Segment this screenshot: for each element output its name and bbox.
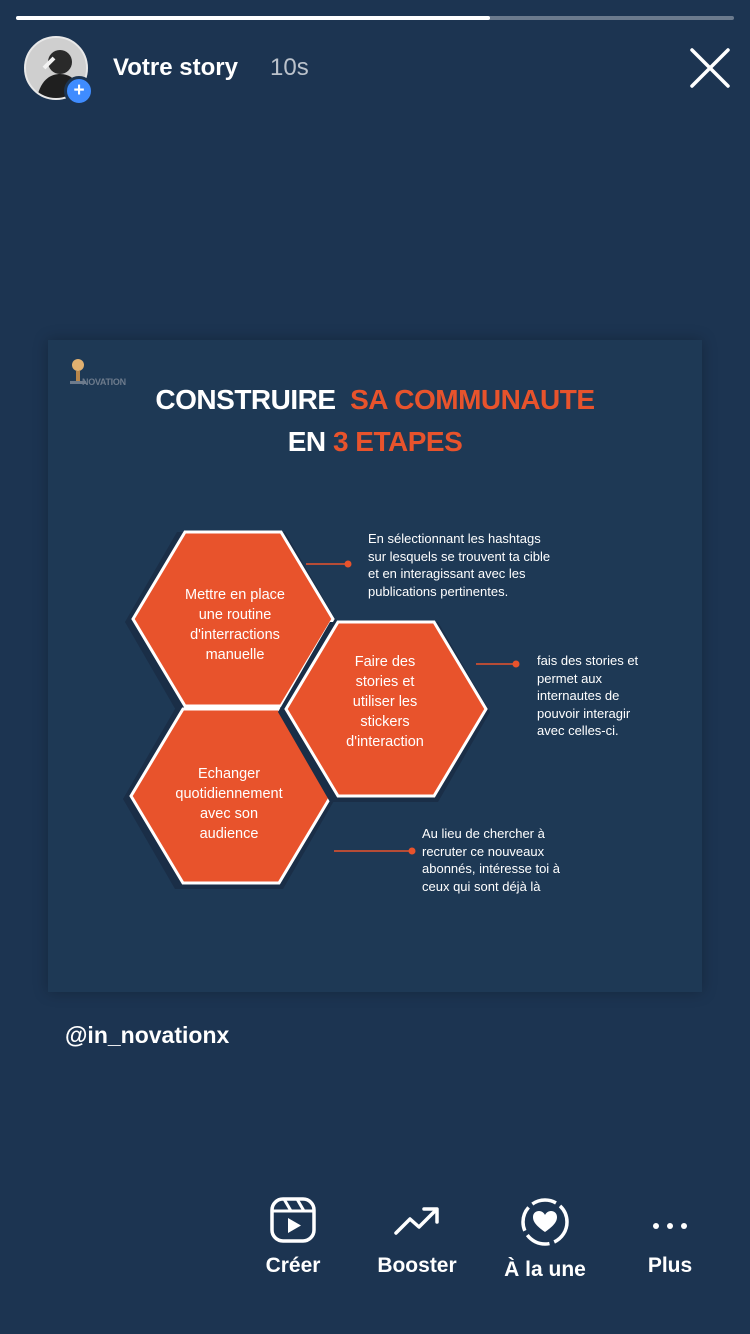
reels-icon xyxy=(269,1196,317,1244)
brand-name: NOVATION xyxy=(82,377,126,387)
headline-orange-part: 3 ETAPES xyxy=(332,426,463,457)
boost-button[interactable] xyxy=(357,1196,477,1278)
more-dots-icon xyxy=(646,1196,694,1244)
create-label: Créer xyxy=(265,1254,321,1277)
close-icon[interactable] xyxy=(686,44,734,92)
story-progress-fill xyxy=(16,16,490,20)
step-2-note: fais des stories et permet aux internautes de pouvoir interagir avec celles-ci. xyxy=(537,653,639,738)
step-2-label: Faire des stories et utiliser les stickers d'interaction xyxy=(346,654,424,750)
step-3-label: Echanger quotidiennement avec son audience xyxy=(175,766,283,842)
headline-white-part: CONSTRUIRE xyxy=(155,384,336,415)
step-3-note: Au lieu de chercher à recruter ce nouveaux abonnés, intéresse toi à ceux qui sont déjà là xyxy=(422,826,561,894)
highlight-heart-icon xyxy=(519,1196,571,1248)
step-1-label: Mettre en place une routine d'interractions manuelle xyxy=(185,587,285,663)
story-title[interactable]: Votre story xyxy=(113,54,238,81)
story-progress-bar xyxy=(16,16,734,20)
more-button[interactable] xyxy=(610,1196,730,1278)
trending-up-icon xyxy=(393,1196,441,1244)
story-header xyxy=(0,30,750,110)
create-button[interactable] xyxy=(233,1196,353,1278)
boost-label: Booster xyxy=(377,1254,457,1277)
highlight-button[interactable] xyxy=(485,1196,605,1282)
highlight-label: À la une xyxy=(504,1258,586,1281)
story-timestamp: 10s xyxy=(270,54,309,81)
headline-white-part: EN xyxy=(287,426,326,457)
headline-orange-part: SA COMMUNAUTE xyxy=(350,384,595,415)
mention-sticker[interactable]: @in_novationx xyxy=(65,1022,230,1048)
add-story-icon[interactable]: + xyxy=(64,76,94,106)
avatar[interactable] xyxy=(24,36,88,100)
more-label: Plus xyxy=(647,1254,693,1277)
step-1-note: En sélectionnant les hashtags sur lesquels se trouvent ta cible et en interagissant avec les publications pertinentes. xyxy=(368,531,551,599)
story-post-image xyxy=(48,340,702,992)
